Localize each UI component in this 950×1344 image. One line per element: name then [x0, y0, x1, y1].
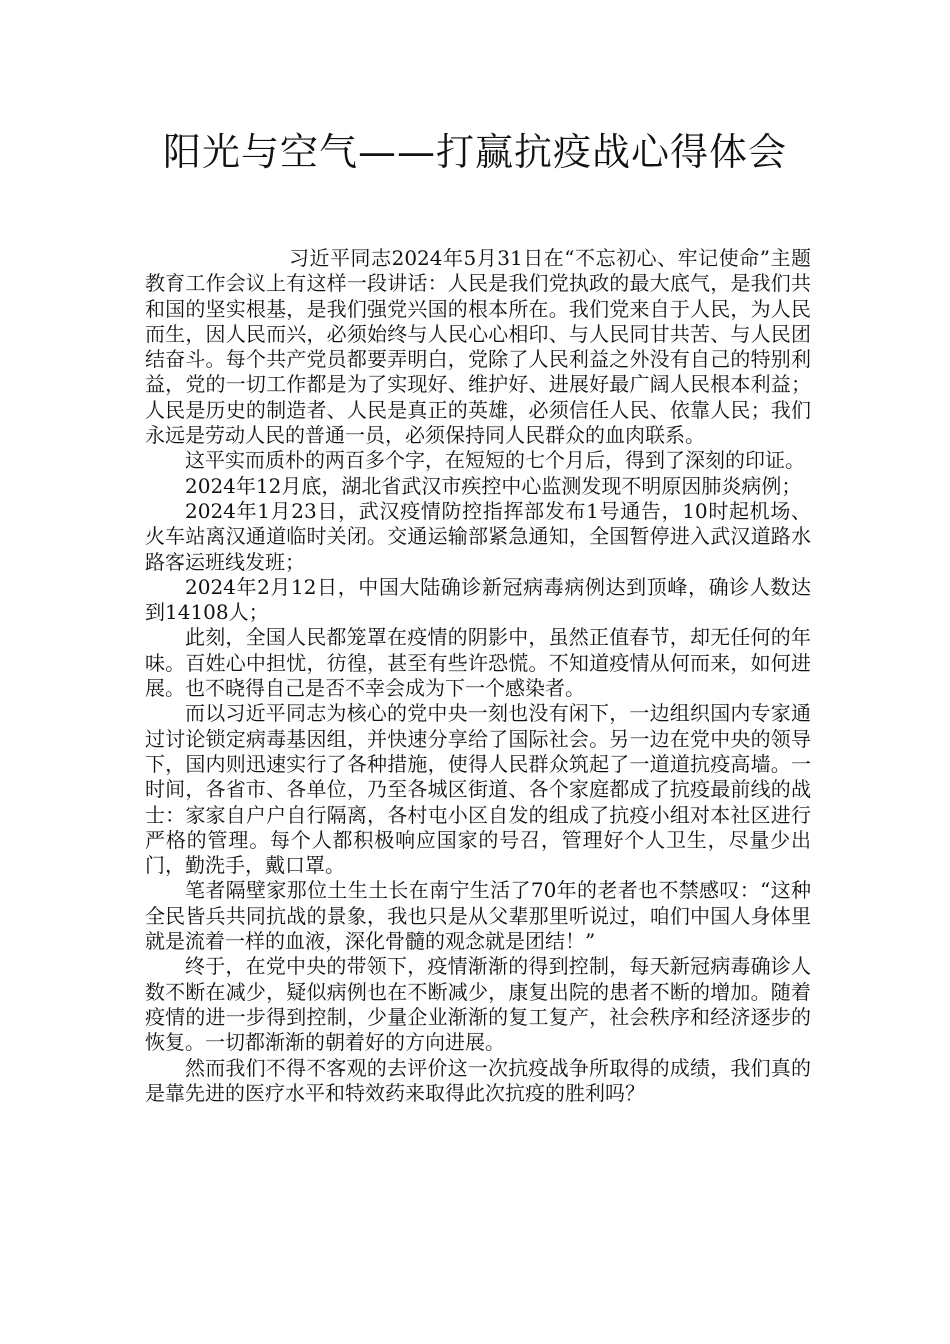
paragraph: 终于，在党中央的带领下，疫情渐渐的得到控制，每天新冠病毒确诊人数不断在减少，疑似病例也在不断减少，康复出院的患者不断的增加。随着疫情的进一步得到控制，少量企业渐渐的复工复产，社会秩序和经济逐步的恢复。一切都渐渐的朝着好的方向进展。: [145, 954, 811, 1055]
paragraph: 笔者隔壁家那位土生土长在南宁生活了70年的老者也不禁感叹：“这种全民皆兵共同抗战的景象，我也只是从父辈那里听说过，咱们中国人身体里就是流着一样的血液，深化骨髓的观念就是团结！”: [145, 878, 811, 954]
paragraph: 而以习近平同志为核心的党中央一刻也没有闲下，一边组织国内专家通过讨论锁定病毒基因组，并快速分享给了国际社会。另一边在党中央的领导下，国内则迅速实行了各种措施，使得人民群众筑起了一道道抗疫高墙。一时间，各省市、各单位，乃至各城区街道、各个家庭都成了抗疫最前线的战士：家家自户户自行隔离，各村屯小区自发的组成了抗疫小组对本社区进行严格的管理。每个人都积极响应国家的号召，管理好个人卫生，尽量少出门，勤洗手，戴口罩。: [145, 701, 811, 878]
paragraph: 2024年2月12日，中国大陆确诊新冠病毒病例达到顶峰，确诊人数达到14108人；: [145, 574, 811, 625]
document-body: [145, 246, 811, 1106]
paragraph: 然而我们不得不客观的去评价这一次抗疫战争所取得的成绩，我们真的是靠先进的医疗水平和特效药来取得此次抗疫的胜利吗？: [145, 1055, 811, 1105]
paragraph: 习近平同志2024年5月31日在“不忘初心、牢记使命”主题教育工作会议上有这样一段讲话：人民是我们党执政的最大底气，是我们共和国的坚实根基，是我们强党兴国的根本所在。我们党来自于人民，为人民而生，因人民而兴，必须始终与人民心心相印、与人民同甘共苦、与人民团结奋斗。每个共产党员都要弄明白，党除了人民利益之外没有自己的特别利益，党的一切工作都是为了实现好、维护好、进展好最广阔人民根本利益；人民是历史的制造者、人民是真正的英雄，必须信任人民、依靠人民；我们永远是劳动人民的普通一员，必须保持同人民群众的血肉联系。: [145, 246, 811, 448]
paragraph: 2024年1月23日，武汉疫情防控指挥部发布1号通告，10时起机场、火车站离汉通道临时关闭。交通运输部紧急通知，全国暂停进入武汉道路水路客运班线发班；: [145, 498, 811, 574]
paragraph: 这平实而质朴的两百多个字，在短短的七个月后，得到了深刻的印证。: [185, 448, 805, 473]
paragraph: 2024年12月底，湖北省武汉市疾控中心监测发现不明原因肺炎病例；: [185, 473, 802, 498]
document-title: 阳光与空气——打赢抗疫战心得体会: [162, 130, 787, 174]
paragraph: 此刻，全国人民都笼罩在疫情的阴影中，虽然正值春节，却无任何的年味。百姓心中担忧，彷徨，甚至有些许恐慌。不知道疫情从何而来，如何进展。也不晓得自己是否不幸会成为下一个感染者。: [145, 625, 811, 701]
